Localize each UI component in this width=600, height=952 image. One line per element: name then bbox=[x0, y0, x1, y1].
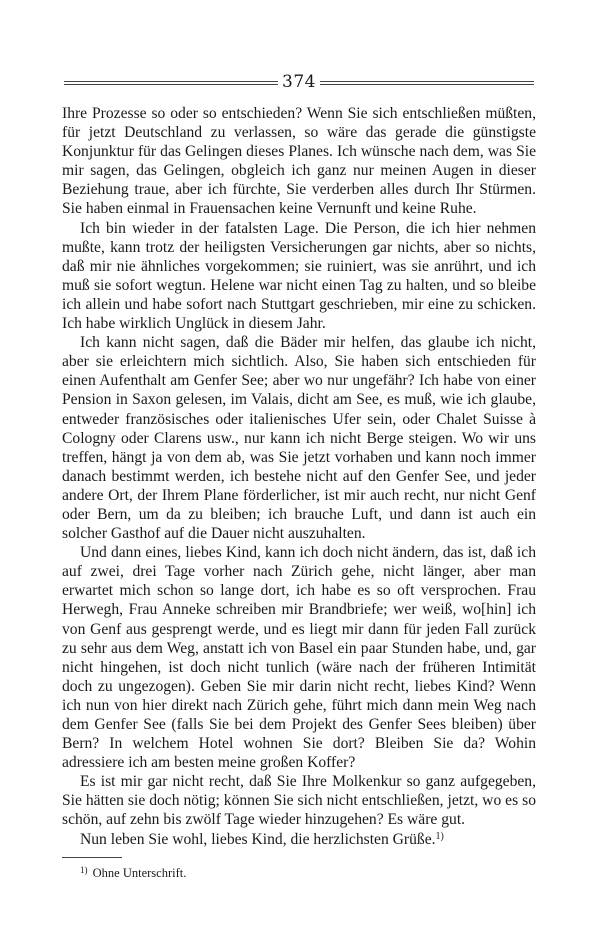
paragraph-3: Ich kann nicht sagen, daß die Bäder mir helfen, das glaube ich nicht, aber sie erleichtern mich sichtlich. Also, Sie haben sich entschieden für einen Aufenthalt am Genfer See; aber wo nur ungefähr? Ich habe von einer Pension in Saxon gelesen, im Valais, dicht am See, es muß, wie ich glaube, entweder französisches oder italienisches Ufer sein, oder Chalet Suisse à Cologny oder Clarens usw., nur kann ich nicht Berge steigen. Wo wir uns treffen, hängt ja von dem ab, was Sie jetzt vorhaben und kann noch immer danach bestimmt werden, ich bestehe nicht auf den Genfer See, und jeder andere Ort, der Ihrem Plane förderlicher, ist mir auch recht, nur nicht Genf oder Bern, um da zu bleiben; ich brauche Luft, und dann ist auch ein solcher Gasthof auf die Dauer nicht auszuhalten. bbox=[62, 334, 536, 543]
footnote bbox=[62, 862, 536, 881]
page-number: 374 bbox=[282, 72, 316, 92]
footnote-separator bbox=[62, 857, 122, 858]
header-rule-right bbox=[320, 81, 534, 82]
paragraph-4: Und dann eines, liebes Kind, kann ich doch nicht ändern, das ist, daß ich auf zwei, drei Tage vorher nach Zürich gehe, nicht länger, aber man erwartet mich schon so lange dort, ich habe es so oft versprochen. Frau Herwegh, Frau Anneke schreiben mir Brandbriefe; wer weiß, wo[hin] ich von Genf aus gesprengt werde, und es liegt mir dann für jeden Fall zurück zu sehr aus dem Weg, anstatt ich von Basel ein paar Stunden habe, und, gar nicht hingehen, ist doch nicht tunlich (wäre nach der früheren Intimität doch zu ungezogen). Geben Sie mir darin nicht recht, liebes Kind? Wenn ich nun von hier direkt nach Zürich gehe, führt mich dann mein Weg nach dem Genfer See (falls Sie bei dem Projekt des Genfer Sees bleiben) über Bern? In welchem Hotel wohnen Sie dort? Bleiben Sie da? Wohin adressiere ich am besten meine großen Koffer? bbox=[62, 544, 536, 772]
paragraph-6 bbox=[62, 830, 536, 849]
paragraph-1: Ihre Prozesse so oder so entschieden? Wenn Sie sich entschließen müßten, für jetzt Deutschland zu verlassen, so wäre das gerade die günstigste Konjunktur für das Gelingen dieses Planes. Ich wünsche nach dem, was Sie mir sagen, das Gelingen, obgleich ich ganz nur meinen Augen in dieser Beziehung traue, aber ich fürchte, Sie verderben alles durch Ihr Stürmen. Sie haben einmal in Frauensachen keine Vernunft und keine Ruhe. bbox=[62, 105, 536, 218]
paragraph-6-text: Nun leben Sie wohl, liebes Kind, die herzlichsten Grüße. bbox=[80, 830, 436, 848]
paragraph-2: Ich bin wieder in der fatalsten Lage. Die Person, die ich hier nehmen mußte, kann trotz der heiligsten Versicherungen gar nichts, aber so nichts, daß mir nie ähnliches vorgekommen; sie ruiniert, was sie anrührt, und ich muß sie sofort wegtun. Helene war nicht einen Tag zu halten, und so bleibe ich allein und habe sofort nach Stuttgart geschrieben, mir eine zu schicken. Ich habe wirklich Unglück in diesem Jahr. bbox=[62, 219, 536, 333]
paragraph-5: Es ist mir gar nicht recht, daß Sie Ihre Molkenkur so ganz aufgegeben, Sie hätten sie doch nötig; können Sie sich nicht entschließen, jetzt, wo es so schön, auf zehn bis zwölf Tage wieder hinzugehen? Es wäre gut. bbox=[62, 773, 536, 829]
footnote-reference: 1) bbox=[435, 830, 444, 842]
footnote-marker: 1) bbox=[80, 864, 88, 875]
footnote-text: Ohne Unterschrift. bbox=[92, 865, 187, 880]
book-page bbox=[62, 70, 536, 881]
page-header bbox=[62, 70, 536, 96]
